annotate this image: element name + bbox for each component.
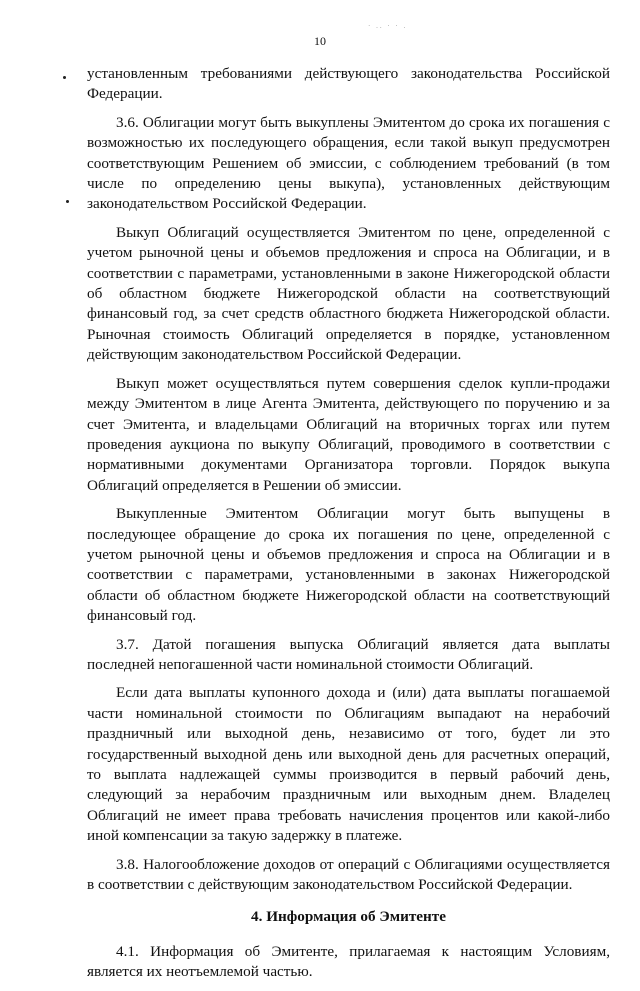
paragraph: установленным требованиями действующего законодательства Российской Федерации. <box>87 65 610 103</box>
scan-dot <box>63 76 66 79</box>
scan-dot <box>66 200 69 203</box>
paragraph: 3.8. Налогообложение доходов от операций с Облигациями осуществляется в соответствии с действующим законодательством Российской Федерации. <box>87 855 610 894</box>
paragraph: Выкуп может осуществляться путем совершения сделок купли-продажи между Эмитентом в лице Агента Эмитента, действующего по поручению и за счет Эмитента, и владельцами Облигаций на вторичных торгах или путем проведения аукциона по выкупу Облигаций, проводимого в соответствии с нормативными документами Организатора торговли. Порядок выкупа Облигаций определяется в Решении об эмиссии. <box>87 374 610 494</box>
paragraph: 3.6. Облигации могут быть выкуплены Эмитентом до срока их погашения с возможностью их последующего обращения, если такой выкуп предусмотрен соответствующим Решением об эмиссии, с соблюдением требований (в том числе по определению цены выкупа), установленных действующим законодательством Российской Федерации. <box>87 113 610 213</box>
document-body <box>87 64 610 991</box>
paragraph: 3.7. Датой погашения выпуска Облигаций является дата выплаты последней непогашенной части номинальной стоимости Облигаций. <box>87 635 610 673</box>
section-heading: 4. Информация об Эмитенте <box>251 908 446 926</box>
scan-speckle: · .. · · . <box>368 22 408 30</box>
page-number: 10 <box>314 34 326 48</box>
paragraph: Выкупленные Эмитентом Облигации могут быть выпущены в последующее обращение до срока их погашения по цене, определенной с учетом рыночной цены и объемов предложения и спроса на Облигации и в соответствии с параметрами, установленными в законах Нижегородской области об областном бюджете Нижегородской области на соответствующий финансовый год. <box>87 505 610 625</box>
paragraph: 4.1. Информация об Эмитенте, прилагаемая к настоящим Условиям, является их неотъемлемой частью. <box>87 942 610 981</box>
paragraph: Если дата выплаты купонного дохода и (или) дата выплаты погашаемой части номинальной стоимости по Облигациям выпадают на нерабочий праздничный или выходной день, независимо от того, будет ли это государственный выходной день или выходной день для расчетных операций, то выплата надлежащей суммы производится в первый рабочий день, следующий за нерабочим праздничным или выходным днем. Владелец Облигаций не имеет права требовать начисления процентов или какой-либо иной компенсации за такую задержку в платеже. <box>87 684 610 845</box>
paragraph: Выкуп Облигаций осуществляется Эмитентом по цене, определенной с учетом рыночной цены и объемов предложения и спроса на Облигации, и в соответствии с параметрами, установленными в законе Нижегородской области об областном бюджете Нижегородской области на соответствующий финансовый год, за счет средств областного бюджета Нижегородской области. Рыночная стоимость Облигаций определяется в порядке, установленном действующим законодательством Российской Федерации. <box>87 223 610 364</box>
